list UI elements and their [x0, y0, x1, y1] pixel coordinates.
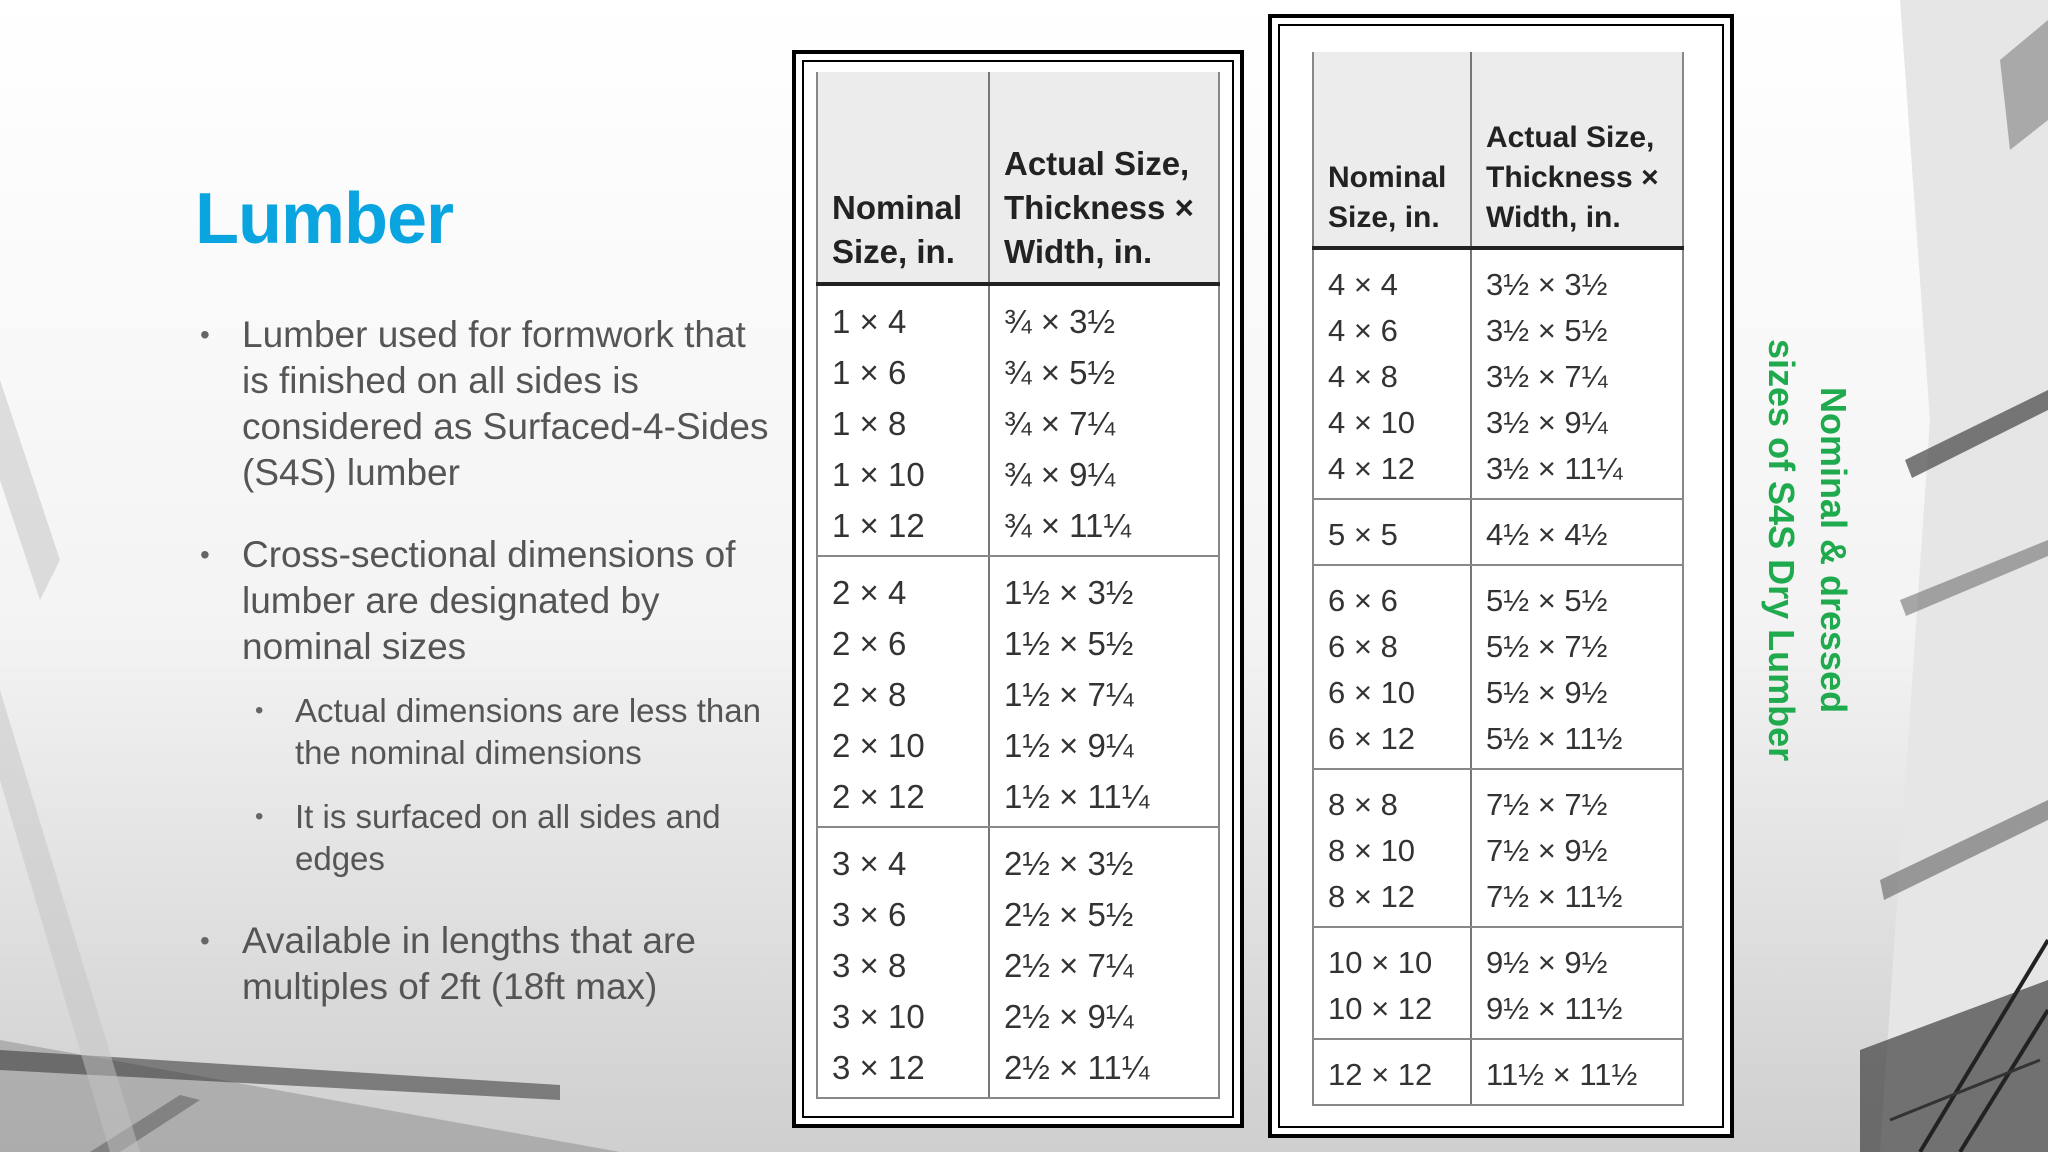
actual-size-cell: 3½ × 11¼: [1471, 446, 1683, 499]
table-row: [1313, 400, 1683, 446]
bullet-nominal-sizes: • Cross-sectional dimensions of lumber are designated by nominal sizes: [200, 532, 770, 670]
actual-size-cell: 5½ × 9½: [1486, 675, 1608, 710]
nominal-size-cell: 3 × 4: [817, 827, 989, 889]
table-row: [1313, 927, 1683, 986]
table-row: [817, 347, 1219, 398]
table-row: [1313, 1039, 1683, 1105]
table-row: [817, 500, 1219, 556]
actual-size-cell: ¾ × 5½: [1004, 354, 1116, 391]
row-group: [817, 284, 1219, 556]
table-row: [1313, 769, 1683, 828]
table-row: [1313, 624, 1683, 670]
table-row: [817, 284, 1219, 347]
table-row: [817, 991, 1219, 1042]
nominal-size-cell: 10 × 10: [1313, 927, 1471, 986]
actual-size-cell: 11½ × 11½: [1471, 1039, 1683, 1105]
nominal-size-cell: 4 × 6: [1313, 308, 1471, 354]
nominal-size-cell: 1 × 12: [817, 500, 989, 556]
actual-size-cell: 7½ × 11½: [1471, 874, 1683, 927]
nominal-size-cell: 10 × 12: [1313, 986, 1471, 1039]
nominal-size-cell: 4 × 8: [1313, 354, 1471, 400]
nominal-size-cell: 2 × 6: [817, 618, 989, 669]
nominal-size-cell: 1 × 10: [817, 449, 989, 500]
table-row: [817, 889, 1219, 940]
actual-size-cell: 2½ × 3½: [1004, 845, 1134, 882]
table-row: [817, 720, 1219, 771]
row-group: [1313, 1039, 1683, 1105]
table-row: [817, 398, 1219, 449]
caption-line-2: sizes of S4S Dry Lumber: [1761, 338, 1802, 762]
actual-size-cell: 2½ × 5½: [1004, 896, 1134, 933]
table-row: [817, 556, 1219, 618]
nominal-size-cell: 3 × 10: [817, 991, 989, 1042]
table-row: [1313, 986, 1683, 1039]
nominal-size-cell: 1 × 4: [817, 284, 989, 347]
bullet-s4s-definition: • Lumber used for formwork that is finished on all sides is considered as Surfaced-4-Sides (S4S) lumber: [200, 312, 770, 496]
table-row: [1313, 565, 1683, 624]
actual-size-cell: 2½ × 7¼: [1004, 947, 1134, 984]
lumber-size-table-small: [792, 50, 1244, 1128]
actual-size-cell: 2½ × 9¼: [1004, 998, 1134, 1035]
actual-size-cell: 1½ × 7¼: [1004, 676, 1134, 713]
nominal-size-cell: 6 × 12: [1313, 716, 1471, 769]
nominal-size-cell: 3 × 6: [817, 889, 989, 940]
row-group: [1313, 927, 1683, 1039]
nominal-size-cell: 3 × 8: [817, 940, 989, 991]
nominal-size-cell: 6 × 6: [1313, 565, 1471, 624]
table-row: [1313, 828, 1683, 874]
nominal-size-cell: 1 × 8: [817, 398, 989, 449]
nominal-size-cell: 4 × 10: [1313, 400, 1471, 446]
actual-size-cell: 3½ × 5½: [1486, 313, 1608, 348]
nominal-size-cell: 2 × 4: [817, 556, 989, 618]
nominal-size-cell: 2 × 8: [817, 669, 989, 720]
table-row: [1313, 248, 1683, 308]
actual-size-cell: 9½ × 9½: [1486, 945, 1608, 980]
nominal-size-cell: 4 × 12: [1313, 446, 1471, 499]
column-header-actual: Actual Size, Thickness × Width, in.: [1471, 52, 1683, 248]
nominal-size-cell: 5 × 5: [1313, 499, 1471, 565]
actual-size-cell: 3½ × 9¼: [1486, 405, 1608, 440]
nominal-size-cell: 2 × 12: [817, 771, 989, 827]
table-header-row: [817, 72, 1219, 284]
row-group: [817, 556, 1219, 827]
row-group: [817, 827, 1219, 1098]
actual-size-cell: 7½ × 9½: [1486, 833, 1608, 868]
vertical-caption: [1742, 320, 1872, 780]
actual-size-cell: 1½ × 11¼: [989, 771, 1219, 827]
table-row: [817, 771, 1219, 827]
nominal-size-cell: 12 × 12: [1313, 1039, 1471, 1105]
nominal-size-cell: 1 × 6: [817, 347, 989, 398]
nominal-size-cell: 2 × 10: [817, 720, 989, 771]
actual-size-cell: 5½ × 11½: [1471, 716, 1683, 769]
bullet-available-lengths: • Available in lengths that are multiples of 2ft (18ft max): [200, 918, 770, 1010]
actual-size-cell: ¾ × 7¼: [1004, 405, 1116, 442]
nominal-size-cell: 8 × 12: [1313, 874, 1471, 927]
actual-size-cell: 1½ × 9¼: [1004, 727, 1134, 764]
table-row: [1313, 308, 1683, 354]
actual-size-cell: 9½ × 11½: [1471, 986, 1683, 1039]
table-row: [1313, 499, 1683, 565]
nominal-size-cell: 6 × 10: [1313, 670, 1471, 716]
table-row: [817, 449, 1219, 500]
nominal-size-cell: 8 × 10: [1313, 828, 1471, 874]
table-row: [817, 669, 1219, 720]
table-row: [817, 1042, 1219, 1098]
table-row: [1313, 446, 1683, 499]
column-header-actual: Actual Size, Thickness × Width, in.: [989, 72, 1219, 284]
actual-size-cell: ¾ × 11¼: [989, 500, 1219, 556]
table-row: [817, 940, 1219, 991]
actual-size-cell: 7½ × 7½: [1486, 787, 1608, 822]
column-header-nominal: Nominal Size, in.: [1313, 52, 1471, 248]
lumber-size-table-large: [1268, 14, 1734, 1138]
actual-size-cell: ¾ × 9¼: [1004, 456, 1116, 493]
table-header-row: [1313, 52, 1683, 248]
row-group: [1313, 499, 1683, 565]
actual-size-cell: 1½ × 5½: [1004, 625, 1134, 662]
nominal-size-cell: 8 × 8: [1313, 769, 1471, 828]
row-group: [1313, 565, 1683, 769]
table-small-sizes: [816, 72, 1220, 1099]
table-row: [1313, 716, 1683, 769]
table-row: [1313, 354, 1683, 400]
actual-size-cell: 3½ × 3½: [1486, 267, 1608, 302]
row-group: [1313, 248, 1683, 499]
nominal-size-cell: 4 × 4: [1313, 248, 1471, 308]
table-row: [817, 618, 1219, 669]
caption-line-1: Nominal & dressed: [1813, 386, 1854, 714]
sub-bullet-surfaced-sides: • It is surfaced on all sides and edges: [200, 796, 770, 880]
actual-size-cell: ¾ × 3½: [1004, 303, 1116, 340]
sub-bullet-actual-dimensions: • Actual dimensions are less than the nominal dimensions: [200, 690, 770, 774]
nominal-size-cell: 6 × 8: [1313, 624, 1471, 670]
actual-size-cell: 3½ × 7¼: [1486, 359, 1608, 394]
actual-size-cell: 2½ × 11¼: [989, 1042, 1219, 1098]
row-group: [1313, 769, 1683, 927]
bullet-list: [200, 312, 770, 1010]
actual-size-cell: 5½ × 7½: [1486, 629, 1608, 664]
actual-size-cell: 4½ × 4½: [1471, 499, 1683, 565]
table-row: [1313, 670, 1683, 716]
actual-size-cell: 5½ × 5½: [1486, 583, 1608, 618]
table-large-sizes: [1312, 52, 1684, 1106]
actual-size-cell: 1½ × 3½: [1004, 574, 1134, 611]
nominal-size-cell: 3 × 12: [817, 1042, 989, 1098]
slide-title: Lumber: [195, 179, 454, 259]
table-row: [817, 827, 1219, 889]
table-row: [1313, 874, 1683, 927]
column-header-nominal: Nominal Size, in.: [817, 72, 989, 284]
